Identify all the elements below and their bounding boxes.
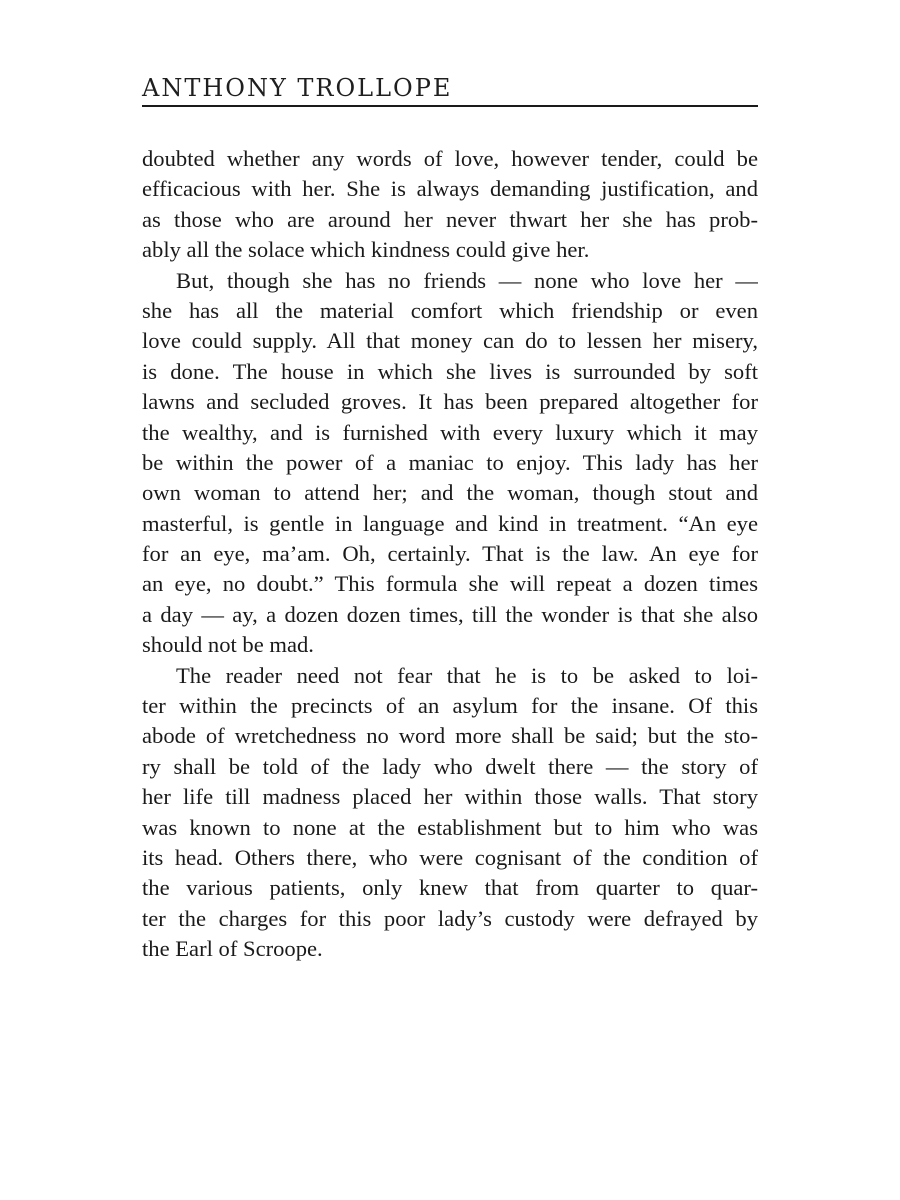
text-line: ry shall be told of the lady who dwelt there — the story of <box>142 753 758 779</box>
text-line: lawns and secluded groves. It has been prepared altogether for <box>142 389 758 415</box>
text-line: a day — ay, a dozen dozen times, till the wonder is that she also <box>142 601 758 627</box>
text-line: an eye, no doubt.” This formula she will repeat a dozen times <box>142 571 758 597</box>
text-line: But, though she has no friends — none who love her — <box>176 267 758 293</box>
text-line: efficacious with her. She is always demanding justification, and <box>142 176 758 202</box>
running-head: ANTHONY TROLLOPE <box>142 74 453 102</box>
text-line: be within the power of a maniac to enjoy. This lady has her <box>142 449 758 475</box>
text-line: she has all the material comfort which friendship or even <box>142 297 758 323</box>
text-line: love could supply. All that money can do to lessen her misery, <box>142 328 758 354</box>
text-line: her life till madness placed her within those walls. That story <box>142 784 758 810</box>
text-line: its head. Others there, who were cognisant of the condition of <box>142 844 758 870</box>
text-line: should not be mad. <box>142 632 314 658</box>
text-line: own woman to attend her; and the woman, though stout and <box>142 480 758 506</box>
text-line: for an eye, ma’am. Oh, certainly. That is the law. An eye for <box>142 541 758 567</box>
text-line: the wealthy, and is furnished with every luxury which it may <box>142 419 758 445</box>
text-line: as those who are around her never thwart her she has prob- <box>142 206 758 232</box>
text-line: ably all the solace which kindness could give her. <box>142 237 590 263</box>
text-line: is done. The house in which she lives is surrounded by soft <box>142 358 758 384</box>
text-line: ter within the precincts of an asylum for the insane. Of this <box>142 693 758 719</box>
body-text <box>142 144 758 965</box>
text-line: ter the charges for this poor lady’s custody were defrayed by <box>142 905 758 931</box>
text-line: doubted whether any words of love, however tender, could be <box>142 146 758 171</box>
header-rule <box>142 105 758 107</box>
text-line: abode of wretchedness no word more shall be said; but the sto- <box>142 723 758 749</box>
text-line: masterful, is gentle in language and kind in treatment. “An eye <box>142 510 758 536</box>
text-line: The reader need not fear that he is to be asked to loi- <box>176 662 758 688</box>
text-line: the various patients, only knew that from quarter to quar- <box>142 875 758 901</box>
text-line: was known to none at the establishment but to him who was <box>142 814 758 840</box>
text-line: the Earl of Scroope. <box>142 936 323 962</box>
